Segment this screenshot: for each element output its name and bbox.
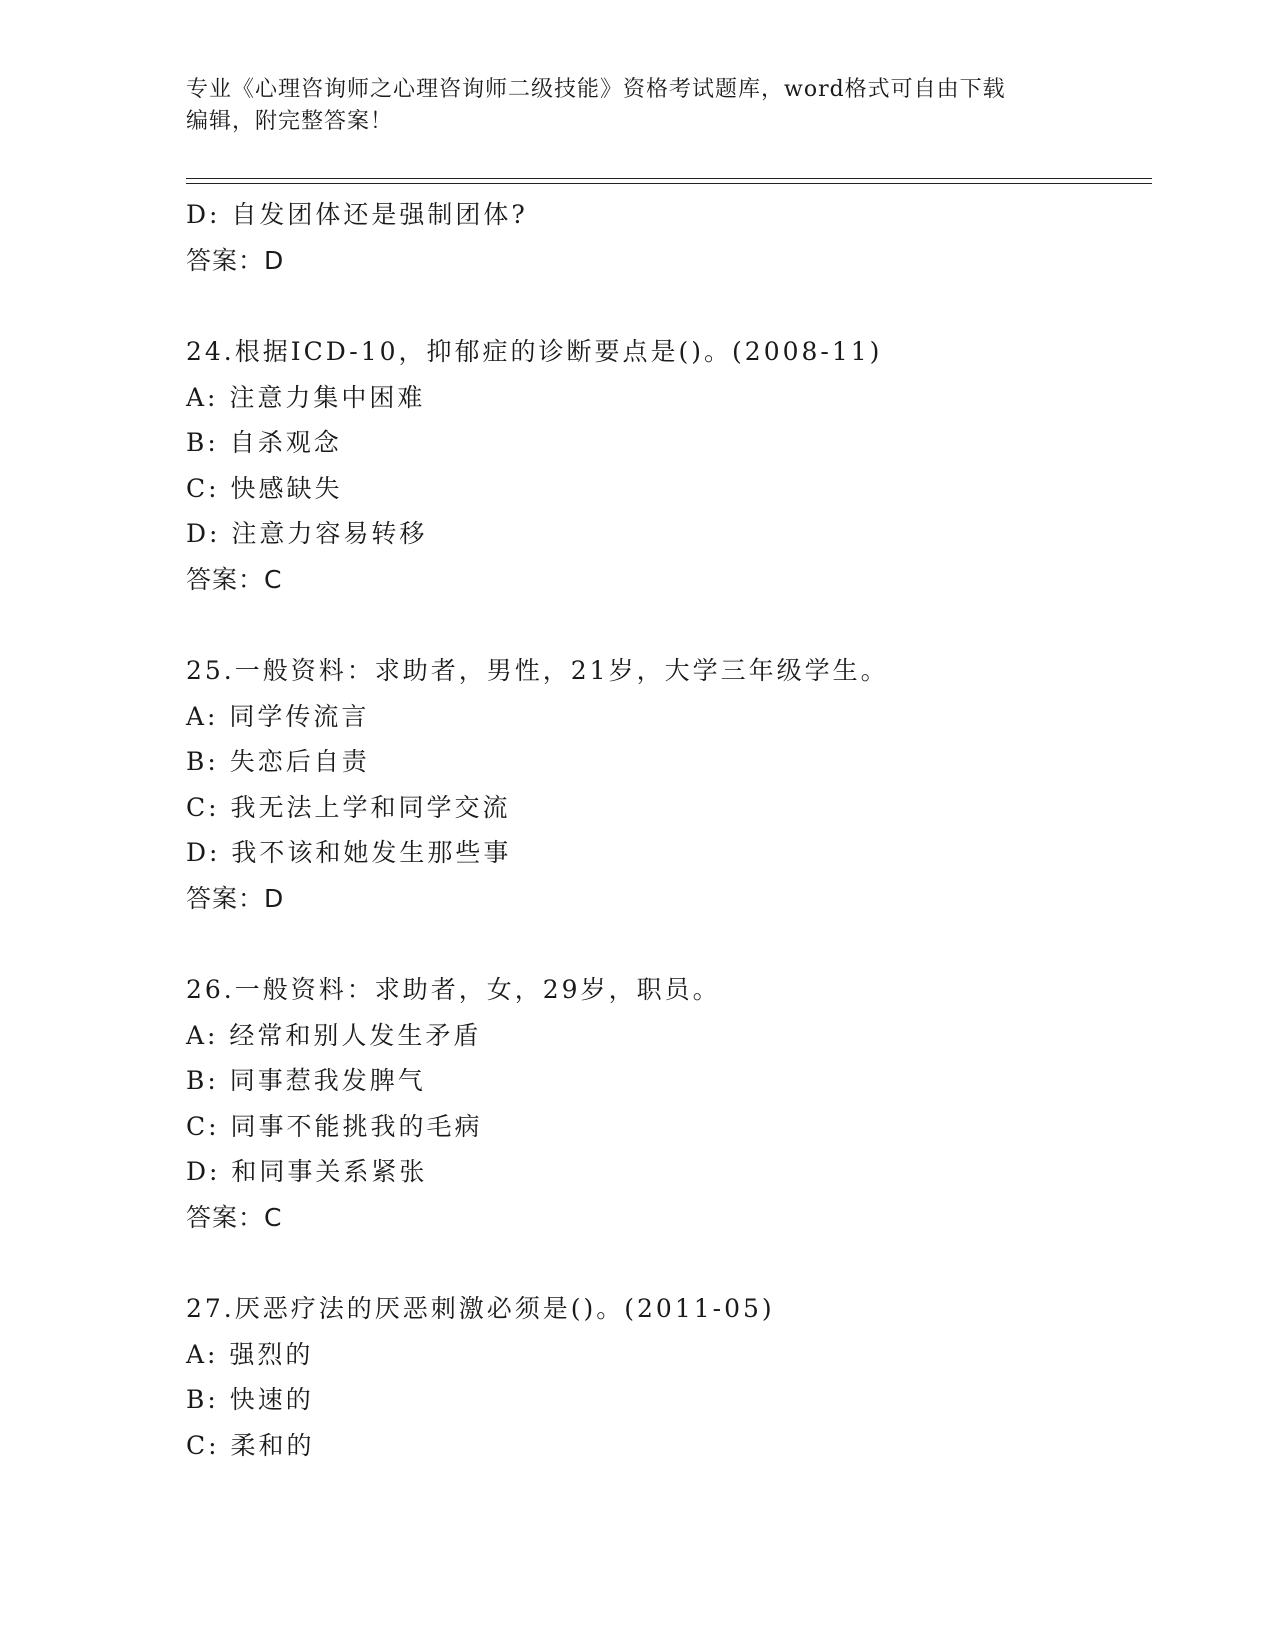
option-c: C: 同事不能挑我的毛病 bbox=[186, 1111, 483, 1141]
question-26 bbox=[186, 967, 1146, 1240]
option-d: D: 自发团体还是强制团体? bbox=[186, 200, 528, 229]
question-27 bbox=[186, 1286, 1146, 1468]
option-d: D: 我不该和她发生那些事 bbox=[186, 838, 512, 867]
option-a: A: 同学传流言 bbox=[186, 701, 370, 731]
question-25 bbox=[186, 648, 1146, 921]
option-c: C: 快感缺失 bbox=[186, 473, 343, 503]
answer-line: 答案：C bbox=[186, 564, 283, 594]
option-c: C: 柔和的 bbox=[186, 1430, 315, 1460]
question-24 bbox=[186, 329, 1146, 602]
option-a: A: 强烈的 bbox=[186, 1339, 314, 1369]
option-a: A: 经常和别人发生矛盾 bbox=[186, 1020, 482, 1050]
question-stem: 25.一般资料：求助者，男性，21岁，大学三年级学生。 bbox=[186, 656, 889, 685]
option-b: B: 自杀观念 bbox=[186, 428, 342, 457]
header-line-1: 专业《心理咨询师之心理咨询师二级技能》资格考试题库，word格式可自由下载 bbox=[186, 77, 1006, 102]
option-d: D: 注意力容易转移 bbox=[186, 519, 428, 548]
question-stem: 24.根据ICD-10，抑郁症的诊断要点是()。(2008-11) bbox=[186, 337, 883, 366]
answer-line: 答案：D bbox=[186, 245, 285, 275]
question-stem: 26.一般资料：求助者，女，29岁，职员。 bbox=[186, 975, 721, 1004]
answer-line: 答案：C bbox=[186, 1202, 283, 1232]
page-header bbox=[186, 74, 1066, 138]
option-c: C: 我无法上学和同学交流 bbox=[186, 792, 511, 822]
option-b: B: 快速的 bbox=[186, 1385, 314, 1414]
option-b: B: 失恋后自责 bbox=[186, 747, 370, 776]
header-line-2: 编辑，附完整答案！ bbox=[186, 109, 394, 134]
header-divider bbox=[186, 178, 1152, 184]
option-a: A: 注意力集中困难 bbox=[186, 382, 426, 412]
option-b: B: 同事惹我发脾气 bbox=[186, 1066, 426, 1095]
option-d: D: 和同事关系紧张 bbox=[186, 1157, 428, 1186]
question-list bbox=[186, 192, 1146, 1468]
question-stem: 27.厌恶疗法的厌恶刺激必须是()。(2011-05) bbox=[186, 1294, 775, 1323]
answer-line: 答案：D bbox=[186, 883, 285, 913]
